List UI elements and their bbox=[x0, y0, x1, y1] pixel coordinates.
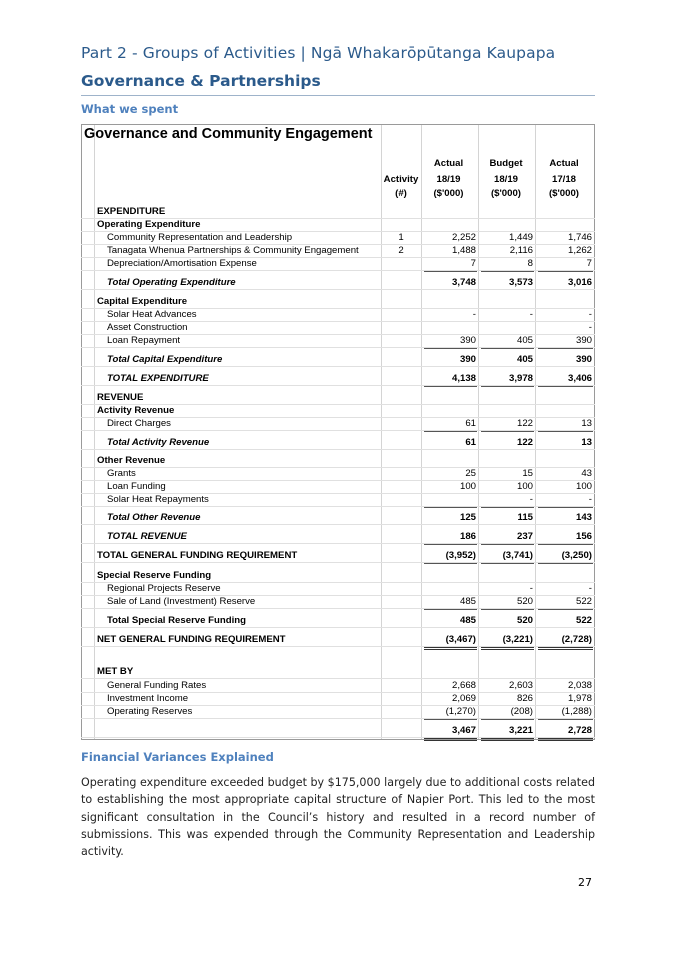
row-actual-1819: 7 bbox=[470, 258, 476, 269]
table-title: Governance and Community Engagement bbox=[84, 126, 373, 142]
row-label: Total Special Reserve Funding bbox=[107, 615, 246, 626]
table-row bbox=[81, 511, 595, 524]
row-actual-1718: 1,262 bbox=[567, 245, 592, 256]
row-budget-1819: 405 bbox=[516, 335, 533, 346]
row-actual-1819: 2,252 bbox=[451, 232, 476, 243]
table-row bbox=[81, 276, 595, 289]
row-label: NET GENERAL FUNDING REQUIREMENT bbox=[97, 634, 286, 645]
col-header-budget-unit: ($'000) bbox=[490, 188, 521, 199]
row-budget-1819: 2,116 bbox=[509, 245, 533, 256]
row-actual-1819: - bbox=[472, 309, 476, 320]
row-label: Special Reserve Funding bbox=[97, 570, 212, 581]
subsection-title: What we spent bbox=[81, 102, 179, 116]
row-budget-1819: 520 bbox=[516, 615, 533, 626]
row-budget-1819: - bbox=[529, 309, 533, 320]
col-header-actual-1718: Actual bbox=[549, 158, 579, 169]
row-actual-1718: (2,728) bbox=[561, 634, 592, 645]
row-label: TOTAL EXPENDITURE bbox=[107, 373, 209, 384]
row-budget-1819: 122 bbox=[516, 418, 533, 429]
row-actual-1718: - bbox=[588, 322, 592, 333]
subtotal-underline bbox=[538, 348, 593, 349]
row-actual-1819: 61 bbox=[465, 437, 476, 448]
row-actual-1819: (3,467) bbox=[445, 634, 476, 645]
row-actual-1819: (1,270) bbox=[445, 706, 476, 717]
table-row bbox=[81, 353, 595, 366]
table-row bbox=[81, 549, 595, 562]
total-double-underline bbox=[538, 647, 593, 650]
row-gridline bbox=[81, 289, 595, 290]
row-label: Total Activity Revenue bbox=[107, 437, 210, 448]
row-actual-1819: 3,467 bbox=[451, 725, 476, 736]
subtotal-underline bbox=[481, 719, 534, 720]
row-gridline bbox=[81, 627, 595, 628]
row-actual-1718: 43 bbox=[581, 468, 592, 479]
row-actual-1718: 390 bbox=[575, 335, 592, 346]
row-actual-1718: 390 bbox=[575, 354, 592, 365]
table-row bbox=[81, 321, 595, 334]
subtotal-underline bbox=[538, 609, 593, 610]
row-budget-1819: 3,573 bbox=[508, 277, 533, 288]
subtotal-underline bbox=[424, 271, 477, 272]
table-row bbox=[81, 530, 595, 543]
financial-table bbox=[81, 124, 595, 740]
table-row bbox=[81, 404, 595, 417]
row-actual-1718: 3,016 bbox=[567, 277, 592, 288]
row-label: General Funding Rates bbox=[107, 680, 207, 691]
table-row bbox=[81, 467, 595, 480]
subtotal-underline bbox=[538, 431, 593, 432]
subtotal-underline bbox=[424, 386, 477, 387]
row-actual-1819: 186 bbox=[459, 531, 476, 542]
row-actual-1819: 2,069 bbox=[451, 693, 476, 704]
row-budget-1819: 405 bbox=[516, 354, 533, 365]
variances-title: Financial Variances Explained bbox=[81, 750, 274, 764]
row-actual-1819: 4,138 bbox=[451, 373, 476, 384]
column-header-row-1 bbox=[81, 157, 595, 170]
subtotal-underline bbox=[538, 544, 593, 545]
subtotal-underline bbox=[424, 544, 477, 545]
row-label: Depreciation/Amortisation Expense bbox=[107, 258, 257, 269]
row-label: Loan Repayment bbox=[107, 335, 181, 346]
row-actual-1819: 125 bbox=[459, 512, 476, 523]
subtotal-underline bbox=[481, 563, 534, 564]
row-label: Grants bbox=[107, 468, 136, 479]
row-budget-1819: 8 bbox=[527, 258, 533, 269]
table-row bbox=[81, 372, 595, 385]
row-actual-1819: 390 bbox=[459, 335, 476, 346]
subtotal-underline bbox=[481, 431, 534, 432]
subtotal-underline bbox=[481, 507, 534, 508]
row-budget-1819: - bbox=[529, 583, 533, 594]
row-budget-1819: 237 bbox=[516, 531, 533, 542]
table-row bbox=[81, 493, 595, 506]
row-actual-1718: (1,288) bbox=[561, 706, 592, 717]
table-row bbox=[81, 454, 595, 467]
table-row bbox=[81, 257, 595, 270]
section-title: Governance & Partnerships bbox=[81, 72, 321, 90]
col-header-prior-year: 17/18 bbox=[551, 174, 576, 185]
subtotal-underline bbox=[538, 719, 593, 720]
row-label: TOTAL REVENUE bbox=[107, 531, 187, 542]
row-gridline bbox=[81, 524, 595, 525]
col-header-actual-year: 18/19 bbox=[436, 174, 461, 185]
row-budget-1819: 826 bbox=[516, 693, 533, 704]
row-actual-1718: 100 bbox=[575, 481, 592, 492]
table-row bbox=[81, 582, 595, 595]
row-label: Sale of Land (Investment) Reserve bbox=[107, 596, 256, 607]
row-actual-1718: 522 bbox=[575, 596, 592, 607]
row-label: Solar Heat Advances bbox=[107, 309, 197, 320]
row-actual-1718: - bbox=[588, 583, 592, 594]
subtotal-underline bbox=[424, 431, 477, 432]
row-budget-1819: 3,221 bbox=[508, 725, 533, 736]
row-label: Total Capital Expenditure bbox=[107, 354, 223, 365]
row-gridline bbox=[81, 366, 595, 367]
row-label: Community Representation and Leadership bbox=[107, 232, 293, 243]
column-header-row-2 bbox=[81, 173, 595, 186]
variances-body: Operating expenditure exceeded budget by $175,000 largely due to additional costs related to establishing the most appropriate capital structure of Napier Port. This led to the most significant consultation in the Council’s history and resulted in a record number of submissions. This was expended through the Community Representation and Leadership activity. bbox=[81, 776, 595, 859]
row-label: Investment Income bbox=[107, 693, 189, 704]
row-budget-1819: 2,603 bbox=[508, 680, 533, 691]
row-budget-1819: 3,978 bbox=[508, 373, 533, 384]
row-actual-1718: 3,406 bbox=[567, 373, 592, 384]
row-actual-1718: 1,746 bbox=[567, 232, 592, 243]
row-actual-1718: 2,038 bbox=[567, 680, 592, 691]
row-budget-1819: 520 bbox=[516, 596, 533, 607]
row-actual-1819: 61 bbox=[465, 418, 476, 429]
table-row bbox=[81, 417, 595, 430]
row-actual-1718: 522 bbox=[575, 615, 592, 626]
subtotal-underline bbox=[424, 348, 477, 349]
row-budget-1819: 1,449 bbox=[508, 232, 533, 243]
table-row bbox=[81, 391, 595, 404]
subtotal-underline bbox=[481, 348, 534, 349]
subtotal-underline bbox=[481, 386, 534, 387]
row-actual-1718: (3,250) bbox=[561, 550, 592, 561]
row-activity-number: 2 bbox=[398, 245, 404, 256]
row-actual-1718: 7 bbox=[586, 258, 592, 269]
row-actual-1718: 143 bbox=[575, 512, 592, 523]
row-actual-1718: 156 bbox=[575, 531, 592, 542]
row-label: Regional Projects Reserve bbox=[107, 583, 221, 594]
total-double-underline bbox=[538, 738, 593, 741]
total-double-underline bbox=[424, 738, 477, 741]
table-row bbox=[81, 614, 595, 627]
row-actual-1718: 13 bbox=[581, 418, 592, 429]
row-budget-1819: 122 bbox=[516, 437, 533, 448]
table-row bbox=[81, 205, 595, 218]
subtotal-underline bbox=[538, 386, 593, 387]
row-label: Solar Heat Repayments bbox=[107, 494, 209, 505]
row-actual-1819: 390 bbox=[459, 354, 476, 365]
subtotal-underline bbox=[481, 271, 534, 272]
row-label: Asset Construction bbox=[107, 322, 188, 333]
row-actual-1718: 2,728 bbox=[567, 725, 592, 736]
table-row bbox=[81, 295, 595, 308]
row-budget-1819: 15 bbox=[522, 468, 533, 479]
col-header-budget-year: 18/19 bbox=[493, 174, 518, 185]
subtotal-underline bbox=[538, 271, 593, 272]
total-double-underline bbox=[481, 647, 534, 650]
table-row bbox=[81, 665, 595, 678]
total-double-underline bbox=[424, 647, 477, 650]
subtotal-underline bbox=[424, 507, 477, 508]
col-header-actual-1819: Actual bbox=[433, 158, 464, 169]
table-row bbox=[81, 231, 595, 244]
subtotal-underline bbox=[424, 609, 477, 610]
table-row bbox=[81, 244, 595, 257]
row-label: Tanagata Whenua Partnerships & Community Engagement bbox=[107, 245, 359, 256]
column-header-row-3 bbox=[81, 187, 595, 200]
table-row bbox=[81, 692, 595, 705]
subtotal-underline bbox=[481, 609, 534, 610]
total-double-underline bbox=[481, 738, 534, 741]
row-label: Total Other Revenue bbox=[107, 512, 201, 523]
subtotal-underline bbox=[538, 563, 593, 564]
row-budget-1819: 100 bbox=[516, 481, 533, 492]
row-actual-1819: 485 bbox=[459, 615, 476, 626]
table-row bbox=[81, 334, 595, 347]
table-row bbox=[81, 595, 595, 608]
row-actual-1718: 13 bbox=[581, 437, 592, 448]
row-actual-1718: - bbox=[588, 309, 592, 320]
row-label: EXPENDITURE bbox=[97, 206, 166, 217]
col-header-budget-1819: Budget bbox=[489, 158, 523, 169]
row-label: Capital Expenditure bbox=[97, 296, 188, 307]
row-label: Operating Reserves bbox=[107, 706, 193, 717]
row-label: Loan Funding bbox=[107, 481, 166, 492]
row-budget-1819: 115 bbox=[517, 512, 533, 523]
row-actual-1819: 3,748 bbox=[451, 277, 476, 288]
row-actual-1819: 1,488 bbox=[451, 245, 476, 256]
row-label: Operating Expenditure bbox=[97, 219, 201, 230]
row-label: Activity Revenue bbox=[97, 405, 175, 416]
table-row bbox=[81, 569, 595, 582]
row-label: MET BY bbox=[97, 666, 134, 677]
row-actual-1819: (3,952) bbox=[445, 550, 476, 561]
table-row bbox=[81, 679, 595, 692]
row-activity-number: 1 bbox=[398, 232, 404, 243]
col-header-actual-unit: ($'000) bbox=[433, 188, 464, 199]
section-divider bbox=[81, 95, 595, 96]
table-row bbox=[81, 308, 595, 321]
table-row bbox=[81, 705, 595, 718]
row-label: Total Operating Expenditure bbox=[107, 277, 236, 288]
subtotal-underline bbox=[424, 563, 477, 564]
row-label: Other Revenue bbox=[97, 455, 166, 466]
page-number: 27 bbox=[578, 876, 592, 889]
row-budget-1819: (3,741) bbox=[502, 550, 533, 561]
row-label: TOTAL GENERAL FUNDING REQUIREMENT bbox=[97, 550, 298, 561]
row-gridline bbox=[81, 449, 595, 450]
row-actual-1718: - bbox=[588, 494, 592, 505]
row-label: REVENUE bbox=[97, 392, 144, 403]
subtotal-underline bbox=[538, 507, 593, 508]
table-row bbox=[81, 436, 595, 449]
table-row bbox=[81, 218, 595, 231]
row-actual-1819: 100 bbox=[459, 481, 476, 492]
row-budget-1819: (208) bbox=[510, 706, 533, 717]
row-actual-1819: 25 bbox=[465, 468, 476, 479]
table-row bbox=[81, 633, 595, 646]
table-row bbox=[81, 480, 595, 493]
table-row bbox=[81, 724, 595, 737]
part-title: Part 2 - Groups of Activities | Ngā Whakarōpūtanga Kaupapa bbox=[81, 44, 556, 62]
row-actual-1718: 1,978 bbox=[567, 693, 592, 704]
subtotal-underline bbox=[481, 544, 534, 545]
col-header-activity-number: (#) bbox=[395, 188, 407, 199]
row-label: Direct Charges bbox=[107, 418, 171, 429]
row-budget-1819: - bbox=[529, 494, 533, 505]
row-budget-1819: (3,221) bbox=[502, 634, 533, 645]
row-actual-1819: 2,668 bbox=[451, 680, 476, 691]
subtotal-underline bbox=[424, 719, 477, 720]
row-actual-1819: 485 bbox=[459, 596, 476, 607]
col-header-activity: Activity bbox=[383, 174, 419, 185]
col-header-prior-unit: ($'000) bbox=[548, 188, 579, 199]
